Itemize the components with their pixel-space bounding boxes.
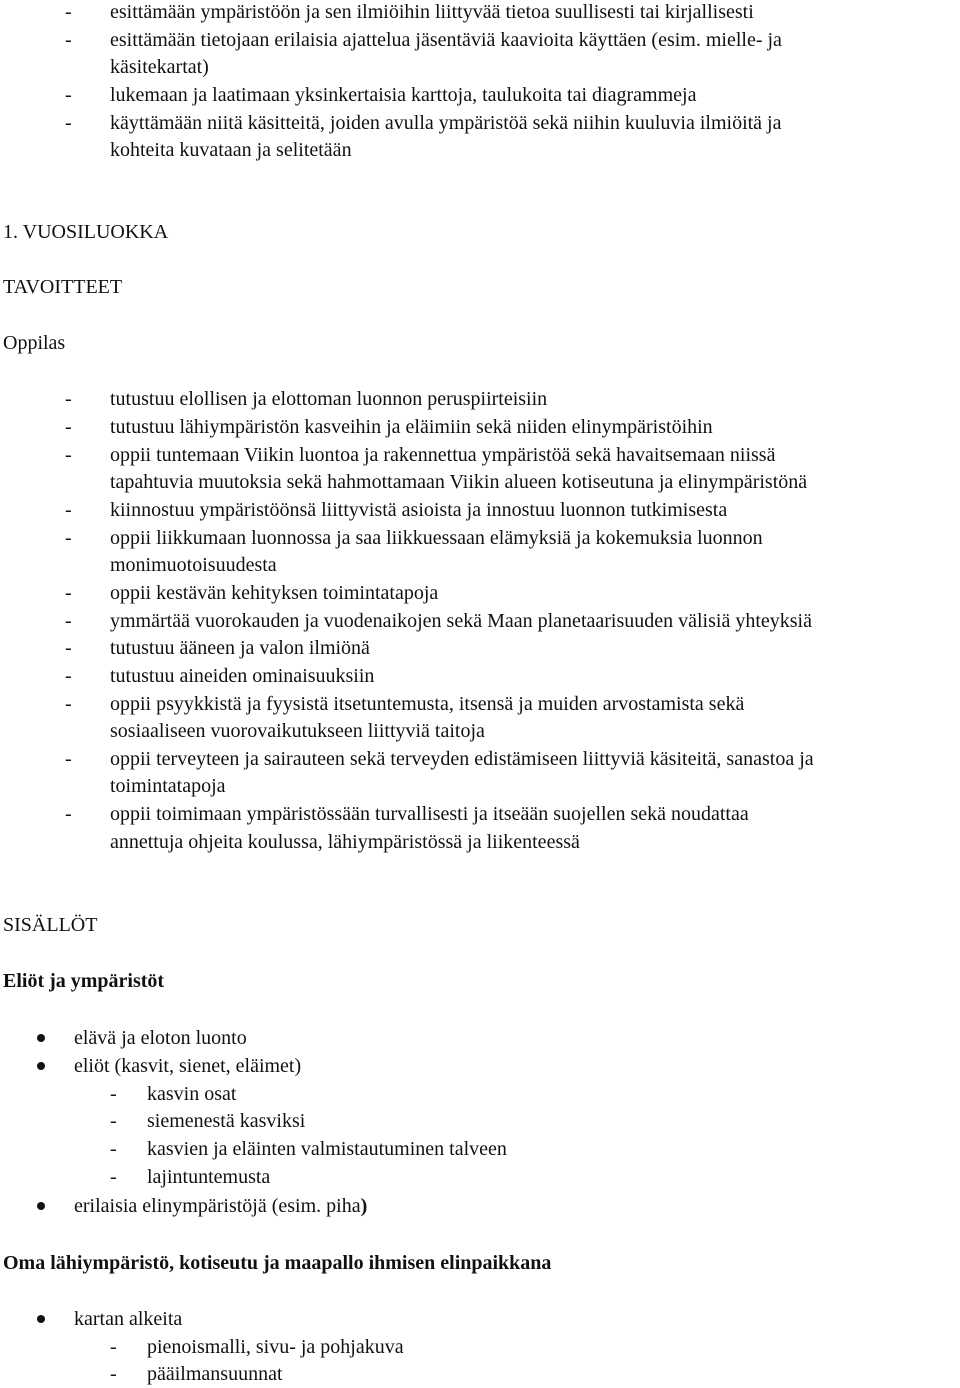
list-item-text: tapahtuvia muutoksia sekä hahmottamaan Viikin alueen kotiseutuna ja elinympäristönä	[110, 471, 808, 493]
list-item-text: oppii liikkumaan luonnossa ja saa liikkuessaan elämyksiä ja kokemuksia luonnon	[110, 527, 763, 549]
list-item-text: annettuja ohjeita koulussa, lähiympäristössä ja liikenteessä	[110, 831, 580, 853]
section-heading: Eliöt ja ympäristöt	[3, 970, 165, 992]
list-dash: -	[65, 29, 72, 51]
list-item-text: toimintatapoja	[110, 775, 226, 797]
list-dash: -	[110, 1110, 117, 1132]
sub-item-text: pääilmansuunnat	[147, 1363, 283, 1385]
list-item-text: monimuotoisuudesta	[110, 554, 277, 576]
list-dash: -	[65, 610, 72, 632]
list-item-text: oppii terveyteen ja sairauteen sekä terveyden edistämiseen liittyviä käsiteitä, sanastoa ja	[110, 748, 814, 770]
list-item-text: oppii psyykkistä ja fyysistä itsetuntemusta, itsensä ja muiden arvostamista sekä	[110, 693, 745, 715]
list-dash: -	[65, 444, 72, 466]
list-dash: -	[65, 637, 72, 659]
sub-item-text: kasvin osat	[147, 1083, 237, 1105]
sub-item-text: lajintuntemusta	[147, 1166, 271, 1188]
list-item-text: tutustuu ääneen ja valon ilmiönä	[110, 637, 370, 659]
bullet-icon	[37, 1034, 45, 1042]
list-dash: -	[65, 748, 72, 770]
list-dash: -	[65, 665, 72, 687]
bullet-item-tail: )	[360, 1195, 368, 1217]
list-dash: -	[65, 803, 72, 825]
bullet-item-main: erilaisia elinympäristöjä (esim. piha	[74, 1195, 361, 1217]
list-dash: -	[110, 1166, 117, 1188]
sub-item-text: kasvien ja eläinten valmistautuminen talveen	[147, 1138, 507, 1160]
section-heading: Oma lähiympäristö, kotiseutu ja maapallo ihmisen elinpaikkana	[3, 1252, 552, 1274]
contents-heading: SISÄLLÖT	[3, 914, 98, 936]
bullet-item-text: kartan alkeita	[74, 1308, 183, 1330]
list-item-text: oppii toimimaan ympäristössään turvallisesti ja itseään suojellen sekä noudattaa	[110, 803, 749, 825]
list-item-text: kiinnostuu ympäristöönsä liittyvistä asioista ja innostuu luonnon tutkimisesta	[110, 499, 728, 521]
list-dash: -	[65, 84, 72, 106]
list-item-text: oppii tuntemaan Viikin luontoa ja rakennettua ympäristöä sekä havaitsemaan niissä	[110, 444, 776, 466]
list-dash: -	[65, 112, 72, 134]
bullet-item-text: elävä ja eloton luonto	[74, 1027, 247, 1049]
list-dash: -	[110, 1083, 117, 1105]
list-item-text: esittämään tietojaan erilaisia ajattelua jäsentäviä kaavioita käyttäen (esim. mielle- ja	[110, 29, 782, 51]
list-dash: -	[65, 693, 72, 715]
list-item-text: esittämään ympäristöön ja sen ilmiöihin liittyvää tietoa suullisesti tai kirjallisesti	[110, 1, 754, 23]
list-item-text: tutustuu aineiden ominaisuuksiin	[110, 665, 375, 687]
list-dash: -	[65, 388, 72, 410]
list-item-text: lukemaan ja laatimaan yksinkertaisia karttoja, taulukoita tai diagrammeja	[110, 84, 697, 106]
pupil-label: Oppilas	[3, 332, 66, 354]
list-dash: -	[65, 582, 72, 604]
list-item-text: sosiaaliseen vuorovaikutukseen liittyviä taitoja	[110, 720, 485, 742]
bullet-item-text	[74, 1192, 367, 1220]
list-dash: -	[65, 499, 72, 521]
list-item-text: kohteita kuvataan ja selitetään	[110, 139, 352, 161]
list-item-text: oppii kestävän kehityksen toimintatapoja	[110, 582, 439, 604]
list-item-text: käsitekartat)	[110, 56, 209, 78]
list-dash: -	[65, 416, 72, 438]
list-dash: -	[110, 1363, 117, 1385]
list-item-text: ymmärtää vuorokauden ja vuodenaikojen sekä Maan planetaarisuuden välisiä yhteyksiä	[110, 610, 812, 632]
goals-heading: TAVOITTEET	[3, 276, 123, 298]
list-item-text: käyttämään niitä käsitteitä, joiden avulla ympäristöä sekä niihin kuuluvia ilmiöitä ja	[110, 112, 782, 134]
list-item-text: tutustuu elollisen ja elottoman luonnon peruspiirteisiin	[110, 388, 548, 410]
list-dash: -	[110, 1336, 117, 1358]
grade-heading: 1. VUOSILUOKKA	[3, 221, 169, 243]
list-item-text: tutustuu lähiympäristön kasveihin ja eläimiin sekä niiden elinympäristöihin	[110, 416, 713, 438]
bullet-item-text: eliöt (kasvit, sienet, eläimet)	[74, 1055, 302, 1077]
list-dash: -	[65, 527, 72, 549]
bullet-icon	[37, 1202, 45, 1210]
sub-item-text: siemenestä kasviksi	[147, 1110, 306, 1132]
bullet-icon	[37, 1315, 45, 1323]
list-dash: -	[65, 1, 72, 23]
sub-item-text: pienoismalli, sivu- ja pohjakuva	[147, 1336, 404, 1358]
bullet-icon	[37, 1062, 45, 1070]
list-dash: -	[110, 1138, 117, 1160]
